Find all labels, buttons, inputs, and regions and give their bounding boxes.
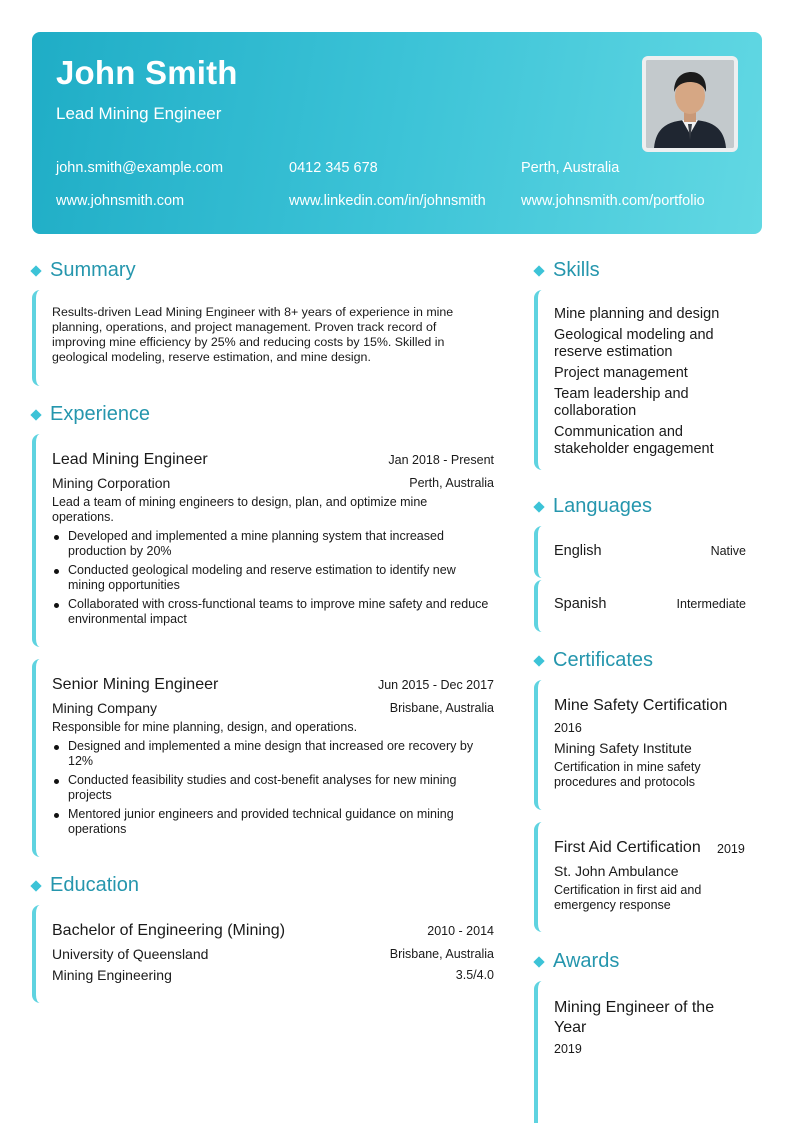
portfolio-link[interactable]: www.johnsmith.com/portfolio <box>521 193 705 209</box>
award-name: Mining Engineer of the Year <box>554 999 715 1036</box>
school-location: Brisbane, Australia <box>389 947 494 961</box>
skill-item: Project management <box>554 365 688 381</box>
candidate-name: John Smith <box>56 54 238 91</box>
job-description: Lead a team of mining engineers to design, plan, and optimize mine operations. <box>52 495 428 524</box>
job-role: Senior Mining Engineer <box>52 676 219 693</box>
skills-heading: Skills <box>533 259 600 282</box>
website-link[interactable]: www.johnsmith.com <box>56 193 185 209</box>
diamond-icon <box>30 880 41 891</box>
diamond-icon <box>533 501 544 512</box>
education-heading: Education <box>30 874 139 897</box>
diamond-icon <box>533 655 544 666</box>
list-item: Conducted feasibility studies and cost-benefit analyses for new mining projects <box>52 773 492 803</box>
skill-item: Team leadership and collaboration <box>554 386 689 419</box>
certificate-issuer: St. John Ambulance <box>554 863 679 879</box>
certificate-name: First Aid Certification <box>554 839 701 856</box>
experience-heading: Experience <box>30 403 150 426</box>
education-dates: 2010 - 2014 <box>427 924 494 938</box>
candidate-title: Lead Mining Engineer <box>56 104 222 123</box>
certificate-name: Mine Safety Certification <box>554 697 728 714</box>
phone-number: 0412 345 678 <box>289 160 378 176</box>
language-name: Spanish <box>554 596 607 612</box>
gpa-value: 3.5/4.0 <box>455 968 494 982</box>
award-year: 2019 <box>554 1042 582 1056</box>
job-role: Lead Mining Engineer <box>52 451 208 468</box>
skill-item: Geological modeling and reserve estimation <box>554 327 714 360</box>
languages-heading: Languages <box>533 495 652 518</box>
school-name: University of Queensland <box>52 946 209 962</box>
degree-title: Bachelor of Engineering (Mining) <box>52 922 286 939</box>
certificate-year: 2019 <box>717 842 745 856</box>
list-item: Collaborated with cross-functional teams to improve mine safety and reduce environmental impact <box>52 597 492 627</box>
summary-heading: Summary <box>30 259 136 282</box>
language-level: Intermediate <box>676 597 746 611</box>
diamond-icon <box>30 265 41 276</box>
language-name: English <box>554 543 602 559</box>
email-link[interactable]: john.smith@example.com <box>56 160 224 176</box>
location-text: Perth, Australia <box>521 160 620 176</box>
language-level: Native <box>710 544 746 558</box>
skill-item: Mine planning and design <box>554 306 720 322</box>
list-item: Conducted geological modeling and reserve estimation to identify new mining opportunities <box>52 563 492 593</box>
linkedin-link[interactable]: www.linkedin.com/in/johnsmith <box>289 193 486 209</box>
job-company: Mining Corporation <box>52 475 171 491</box>
summary-text: Results-driven Lead Mining Engineer with 8+ years of experience in mine planning, operations, and project management. Proven track record of improving mine efficiency by 25% and reducing costs by 15%. Skilled in geological modeling, reserve estimation, and mine design. <box>52 305 454 364</box>
diamond-icon <box>30 409 41 420</box>
job-dates: Jun 2015 - Dec 2017 <box>377 678 494 692</box>
job-description: Responsible for mine planning, design, and operations. <box>52 720 358 734</box>
list-item: Designed and implemented a mine design that increased ore recovery by 12% <box>52 739 492 769</box>
job-location: Perth, Australia <box>409 476 494 490</box>
certificate-description: Certification in mine safety procedures and protocols <box>554 760 701 789</box>
portrait-icon <box>646 60 734 148</box>
certificates-heading: Certificates <box>533 649 653 672</box>
profile-photo <box>642 56 738 152</box>
diamond-icon <box>533 265 544 276</box>
skill-item: Communication and stakeholder engagement <box>554 424 714 457</box>
resume-header <box>32 32 762 234</box>
certificate-issuer: Mining Safety Institute <box>554 740 692 756</box>
job-dates: Jan 2018 - Present <box>388 453 494 467</box>
certificate-year: 2016 <box>554 721 582 735</box>
list-item: Mentored junior engineers and provided technical guidance on mining operations <box>52 807 492 837</box>
diamond-icon <box>533 956 544 967</box>
job-company: Mining Company <box>52 700 158 716</box>
job-location: Brisbane, Australia <box>389 701 494 715</box>
certificate-description: Certification in first aid and emergency response <box>554 883 702 912</box>
list-item: Developed and implemented a mine planning system that increased production by 20% <box>52 529 492 559</box>
awards-heading: Awards <box>533 950 619 973</box>
field-of-study: Mining Engineering <box>52 967 172 983</box>
